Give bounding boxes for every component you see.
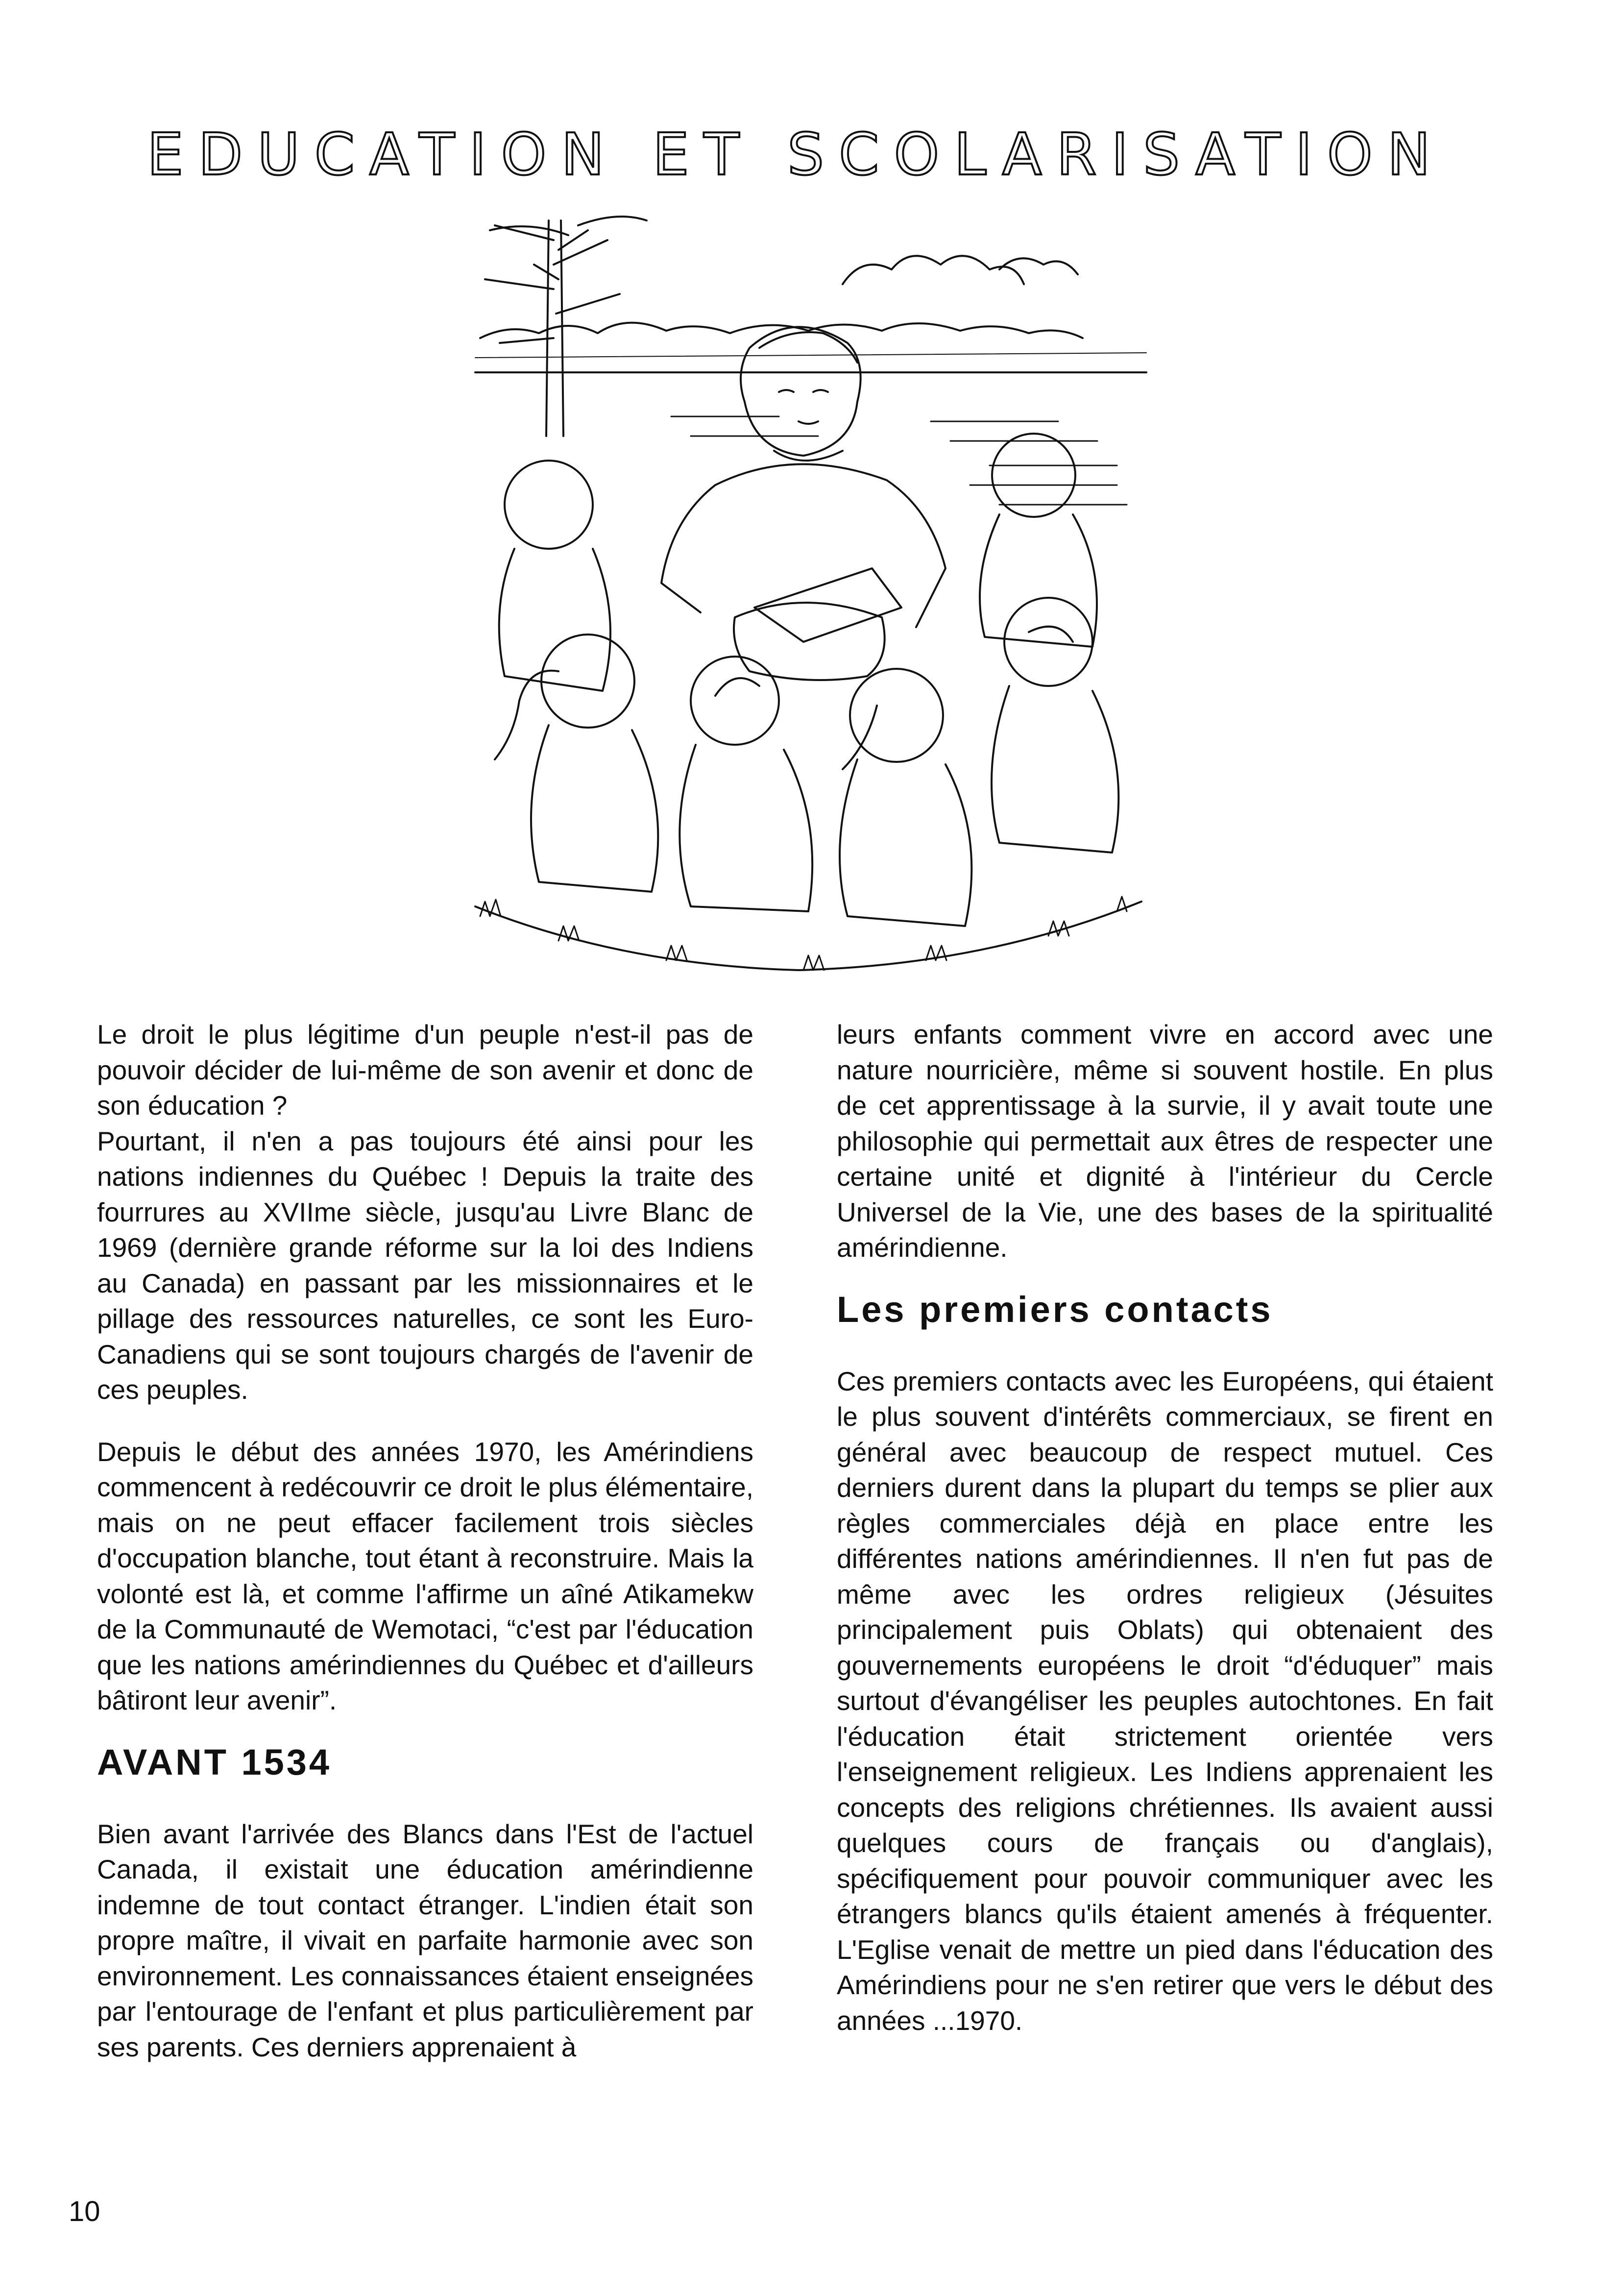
title-word-scolarisation: SCOLARISATION (787, 121, 1445, 188)
section-heading-premiers-contacts: Les premiers contacts (837, 1289, 1273, 1330)
paragraph: Pourtant, il n'en a pas toujours été ainsi pour les nations indiennes du Québec ! Depuis la traite des fourrures au XVIIme siècle, jusqu'au Livre Blanc de 1969 (dernière grande réforme sur la loi des Indiens au Canada) en passant par les missionnaires et le pillage des ressources naturelles, ce sont les Euro-Canadiens qui se sont toujours chargés de l'avenir de ces peuples. (97, 1125, 753, 1405)
column-right (837, 1017, 1493, 2038)
column-left (97, 1017, 753, 2065)
paragraph: leurs enfants comment vivre en accord avec une nature nourricière, même si souvent hostile. En plus de cet apprentissage à la survie, il y avait toute une philosophie qui permettait aux êtres de respecter une certaine unité et dignité à l'intérieur du Cercle Universel de la Vie, une des bases de la spiritualité amérindienne. (837, 1019, 1493, 1263)
illustration-elder-with-children (461, 211, 1156, 990)
section-heading-avant-1534: AVANT 1534 (97, 1741, 332, 1782)
paragraph: Ces premiers contacts avec les Européens, qui étaient le plus souvent d'intérêts commerciaux, se firent en général avec beaucoup de respect mutuel. Ces derniers durent dans la plupart du temps se plier aux règles commerciales déjà en place entre les différentes nations amérindiennes. Il n'en fut pas de même avec les ordres religieux (Jésuites principalement puis Oblats) qui obtenaient des gouvernements européens le droit “d'éduquer” mais surtout d'évangéliser les peuples autochtones. En fait l'éducation était strictement orientée vers l'enseignement religieux. Les Indiens apprenaient les concepts des religions chrétiennes. Ils avaient aussi quelques cours de français ou d'anglais), spécifiquement pour pouvoir communiquer avec les étrangers blancs qu'ils étaient amenés à fréquenter. L'Eglise venait de mettre un pied dans l'éducation des Amérindiens pour ne s'en retirer que vers le début des années ...1970. (837, 1366, 1493, 2036)
page-number: 10 (69, 2196, 100, 2227)
paragraph: Bien avant l'arrivée des Blancs dans l'Est de l'actuel Canada, il existait une éducation amérindienne indemne de tout contact étranger. L'indien était son propre maître, il vivait en parfaite harmonie avec son environnement. Les connaissances étaient enseignées par l'entourage de l'enfant et plus particulièrement par ses parents. Ces derniers apprenaient à (97, 1818, 753, 2062)
title-word-et: ET (653, 121, 754, 188)
paragraph: Le droit le plus légitime d'un peuple n'est-il pas de pouvoir décider de lui-même de son avenir et donc de son éducation ? (97, 1019, 753, 1121)
page-title (147, 118, 1445, 191)
paragraph: Depuis le début des années 1970, les Amérindiens commencent à redécouvrir ce droit le plus élémentaire, mais on ne peut effacer facilement trois siècles d'occupation blanche, tout étant à reconstruire. Mais la volonté est là, et comme l'affirme un aîné Atikamekw de la Communauté de Wemotaci, “c'est par l'éducation que les nations amérindiennes du Québec et d'ailleurs bâtiront leur avenir”. (97, 1436, 753, 1715)
title-word-education: EDUCATION (147, 121, 619, 188)
